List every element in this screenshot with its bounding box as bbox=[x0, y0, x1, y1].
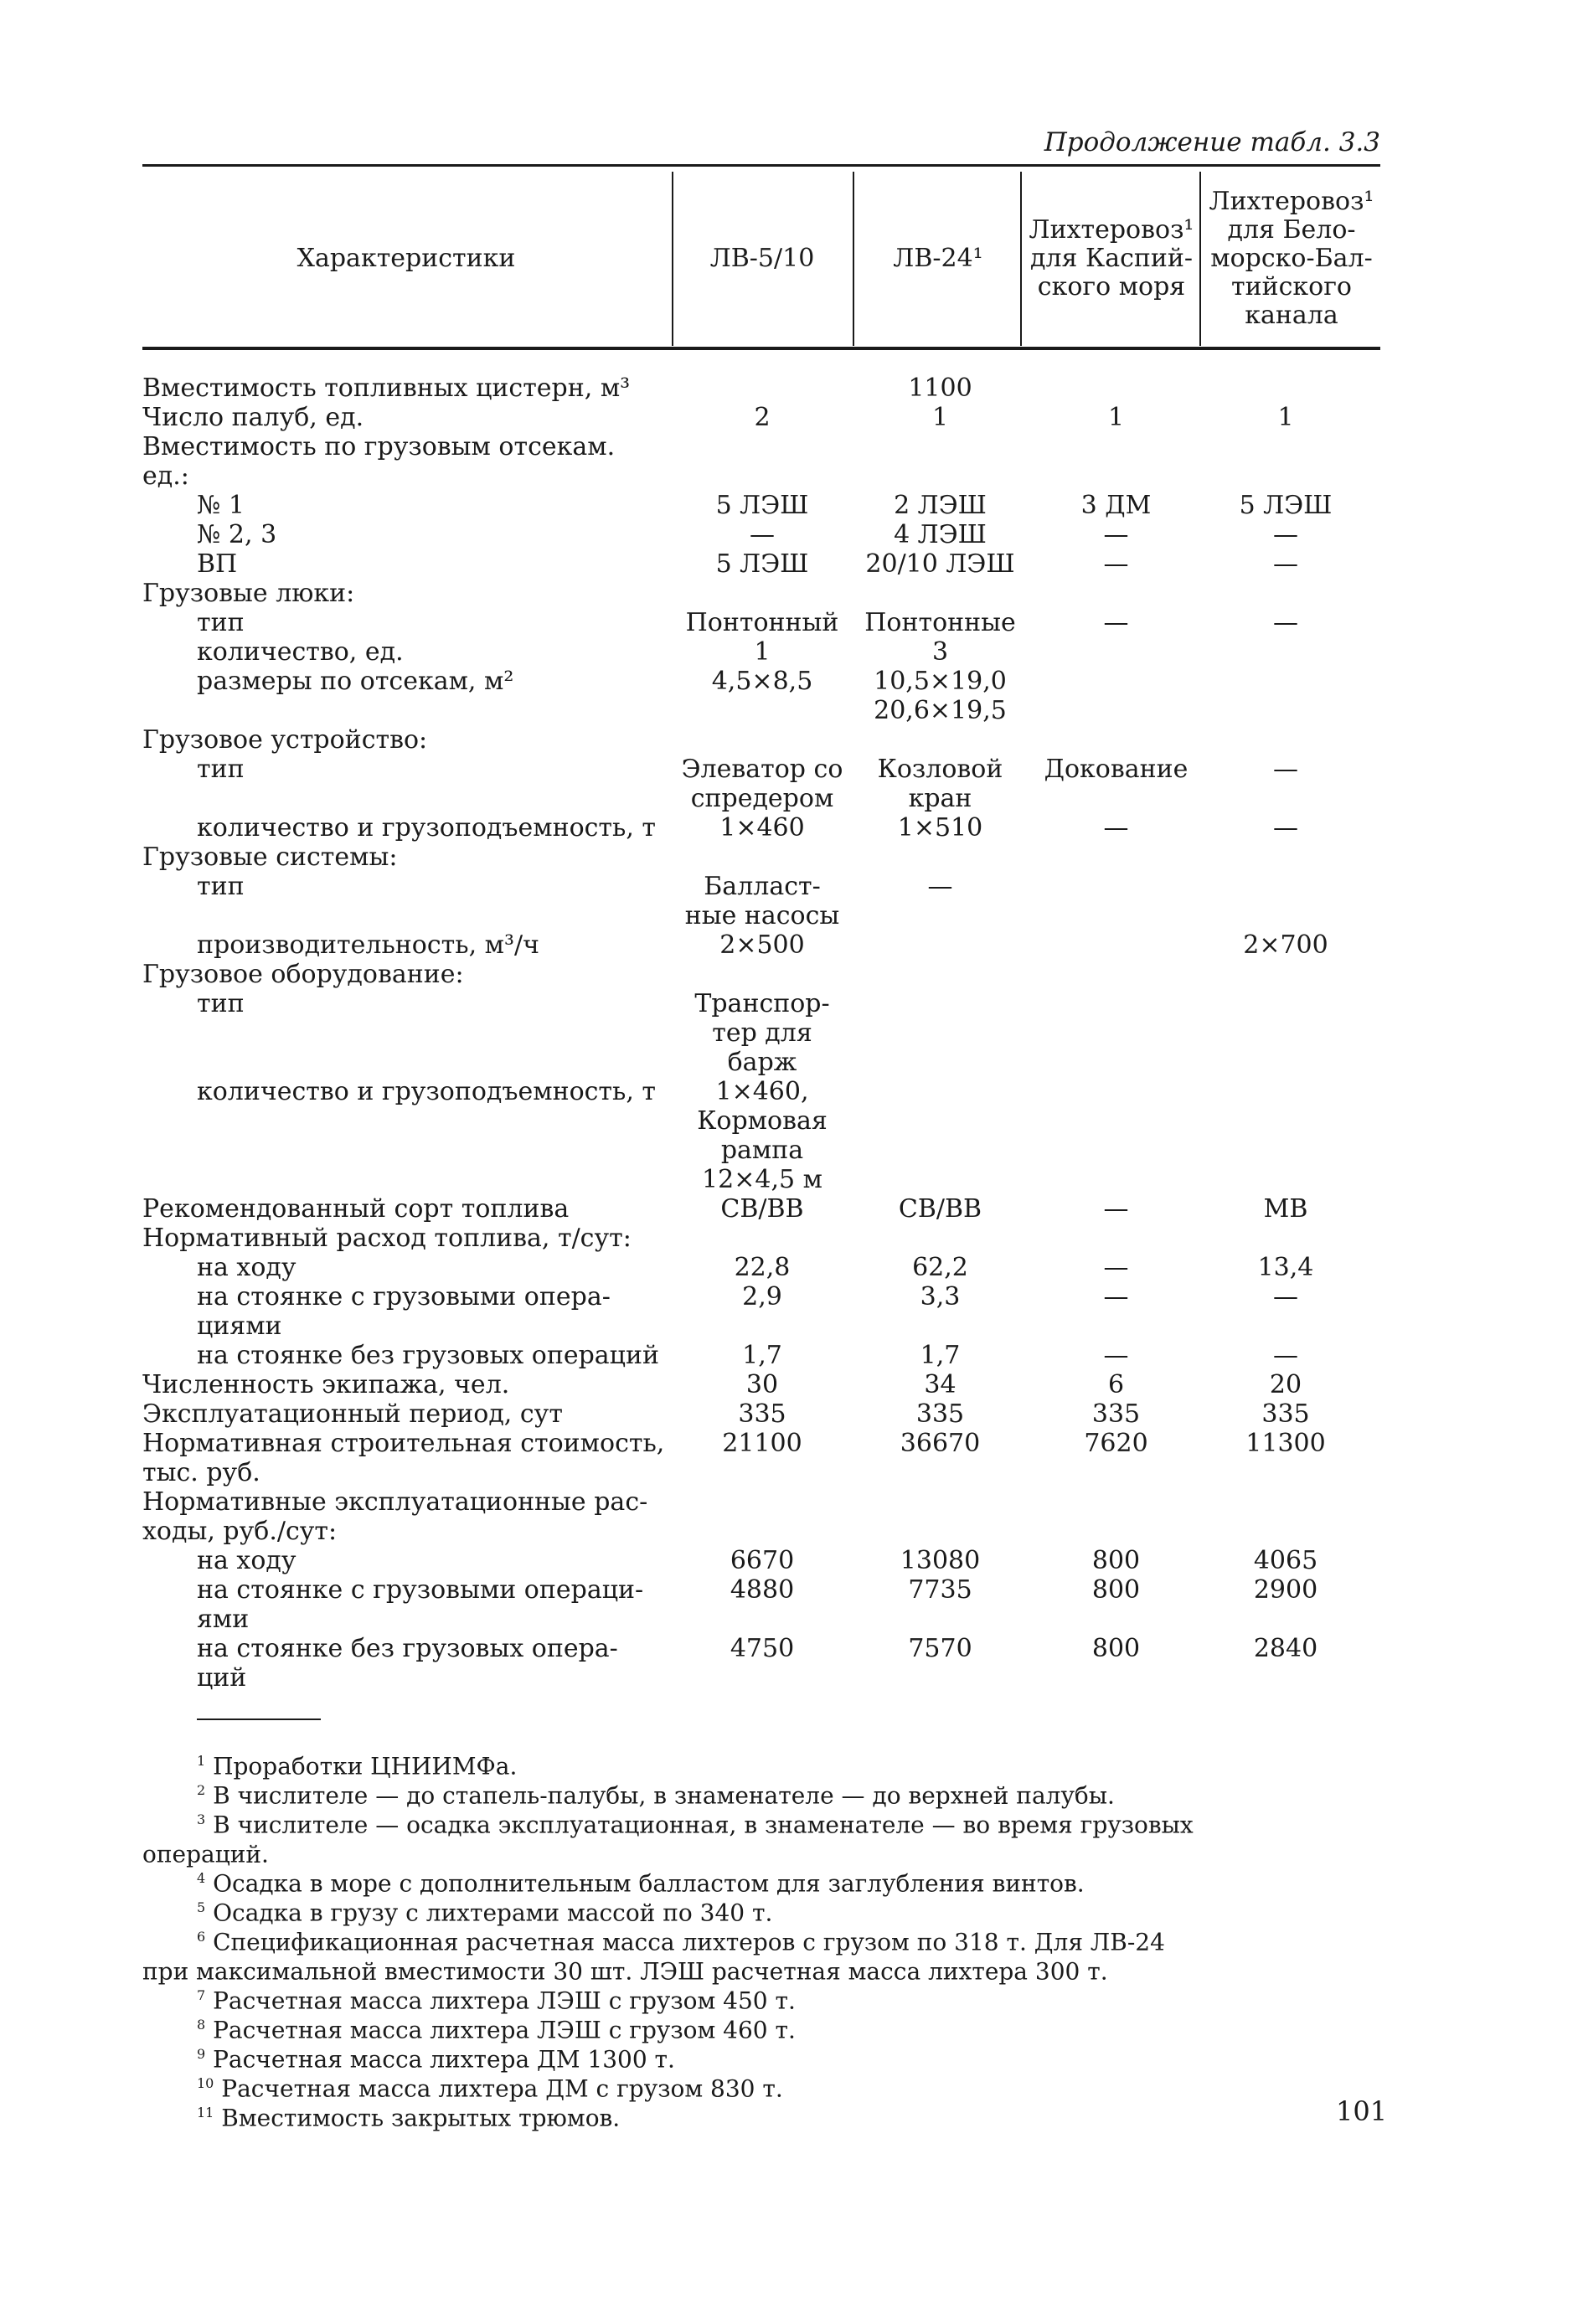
header-bottom-rule bbox=[142, 347, 1380, 350]
footnote-number: 4 bbox=[197, 1870, 206, 1886]
cell-col1: Понтонный bbox=[685, 608, 839, 637]
cell-col1: Транспор- bbox=[694, 989, 830, 1018]
footnote-number: 9 bbox=[197, 2046, 206, 2062]
cell-col4: 2×700 bbox=[1243, 930, 1328, 960]
cell-col2: 335 bbox=[915, 1399, 965, 1429]
cell-col1: барж bbox=[727, 1048, 797, 1077]
cell-col4: 5 ЛЭШ bbox=[1239, 491, 1333, 520]
table-continuation-caption: Продолжение табл. 3.3 bbox=[1044, 127, 1380, 157]
row-label: Нормативные эксплуатационные рас- bbox=[142, 1487, 648, 1517]
cell-col1: — bbox=[750, 520, 775, 549]
row-label: Вместимость по грузовым отсекам. bbox=[142, 432, 616, 461]
header-characteristic bbox=[142, 172, 670, 346]
footnote-text: Осадка в море с дополнительным балластом для заглубления винтов. bbox=[213, 1869, 1085, 1898]
cell-col1: 4,5×8,5 bbox=[711, 667, 813, 696]
row-label: на стоянке без грузовых опера- bbox=[197, 1634, 618, 1663]
header-col3-line: для Каспий- bbox=[1029, 244, 1194, 273]
table-row bbox=[0, 930, 1583, 960]
cell-col2: Козловой bbox=[877, 755, 1003, 784]
cell-col4: — bbox=[1273, 1341, 1298, 1370]
cell-col4: — bbox=[1273, 549, 1298, 579]
cell-col3: 7620 bbox=[1084, 1429, 1148, 1458]
cell-col4: 11300 bbox=[1245, 1429, 1326, 1458]
table-row bbox=[0, 1517, 1583, 1546]
cell-col2: — bbox=[927, 872, 953, 901]
row-label: ций bbox=[197, 1663, 247, 1693]
table-row bbox=[0, 1605, 1583, 1634]
cell-col2: 7735 bbox=[908, 1575, 972, 1605]
cell-col1: 2×500 bbox=[719, 930, 805, 960]
row-label: тип bbox=[197, 608, 245, 637]
cell-col2: 3,3 bbox=[920, 1282, 961, 1311]
footnote-text: Проработки ЦНИИМФа. bbox=[213, 1752, 518, 1780]
cell-col1: 6670 bbox=[730, 1546, 795, 1575]
footnote-number: 10 bbox=[197, 2075, 214, 2091]
header-col4-line: морско-Бал- bbox=[1210, 244, 1373, 273]
footnote-number: 5 bbox=[197, 1899, 206, 1915]
row-label: № 2, 3 bbox=[197, 520, 277, 549]
table-row bbox=[0, 1018, 1583, 1048]
row-label: № 1 bbox=[197, 491, 245, 520]
cell-col3: 335 bbox=[1091, 1399, 1141, 1429]
table-row bbox=[0, 491, 1583, 520]
cell-col2: 1,7 bbox=[920, 1341, 961, 1370]
table-row bbox=[0, 1429, 1583, 1458]
row-label: Нормативный расход топлива, т/сут: bbox=[142, 1224, 632, 1253]
header-col3-line: ского моря bbox=[1037, 272, 1186, 301]
table-row bbox=[0, 520, 1583, 549]
cell-col1: 12×4,5 м bbox=[702, 1165, 822, 1194]
cell-col2: 13080 bbox=[900, 1546, 981, 1575]
cell-col3: — bbox=[1103, 1194, 1129, 1224]
table-row bbox=[0, 755, 1583, 784]
cell-col4: — bbox=[1273, 755, 1298, 784]
cell-col2: 4 ЛЭШ bbox=[894, 520, 987, 549]
footnote-text: В числителе — осадка эксплуатационная, в знаменателе — во время грузовых bbox=[213, 1811, 1194, 1839]
table-row bbox=[0, 1282, 1583, 1311]
table-row bbox=[0, 960, 1583, 989]
row-label: Число палуб, ед. bbox=[142, 403, 364, 432]
table-top-rule bbox=[142, 164, 1380, 167]
row-label: тип bbox=[197, 989, 245, 1018]
cell-col3: — bbox=[1103, 608, 1129, 637]
row-label: Численность экипажа, чел. bbox=[142, 1370, 510, 1399]
table-row bbox=[0, 784, 1583, 813]
cell-col2: 1 bbox=[931, 403, 949, 432]
row-label: Рекомендованный сорт топлива bbox=[142, 1194, 570, 1224]
cell-col4: 335 bbox=[1261, 1399, 1310, 1429]
header-characteristic-text: Характеристики bbox=[296, 244, 516, 273]
footnote-separator bbox=[197, 1719, 321, 1720]
cell-col2: 36670 bbox=[900, 1429, 981, 1458]
header-col3 bbox=[1024, 172, 1199, 346]
table-row bbox=[0, 637, 1583, 667]
cell-col4: — bbox=[1273, 813, 1298, 843]
footnote-number: 3 bbox=[197, 1811, 206, 1827]
row-label: ями bbox=[197, 1605, 250, 1634]
table-row bbox=[0, 1370, 1583, 1399]
table-row bbox=[0, 1253, 1583, 1282]
cell-col2: 2 ЛЭШ bbox=[894, 491, 987, 520]
row-label: Эксплуатационный период, сут bbox=[142, 1399, 563, 1429]
cell-col3: — bbox=[1103, 549, 1129, 579]
cell-col1: 1,7 bbox=[742, 1341, 782, 1370]
cell-col4: 2900 bbox=[1253, 1575, 1318, 1605]
header-divider bbox=[672, 172, 673, 346]
cell-col2: СВ/ВВ bbox=[898, 1194, 982, 1224]
table-row bbox=[0, 1194, 1583, 1224]
row-label: Вместимость топливных цистерн, м³ bbox=[142, 374, 631, 403]
cell-col2: Понтонные bbox=[864, 608, 1016, 637]
header-col4-line: тийского bbox=[1231, 272, 1352, 301]
table-row bbox=[0, 432, 1583, 461]
cell-col3: Докование bbox=[1044, 755, 1189, 784]
table-row bbox=[0, 725, 1583, 755]
footnote-text: Спецификационная расчетная масса лихтеров с грузом по 318 т. Для ЛВ-24 bbox=[213, 1928, 1165, 1956]
row-label: количество и грузоподъемность, т bbox=[197, 813, 657, 843]
header-col4-line: Лихтеровоз¹ bbox=[1209, 187, 1374, 216]
cell-col1: Балласт- bbox=[704, 872, 821, 901]
cell-col2: 1×510 bbox=[897, 813, 983, 843]
footnote-number: 6 bbox=[197, 1929, 206, 1945]
row-label: Грузовое оборудование: bbox=[142, 960, 464, 989]
table-row bbox=[0, 1106, 1583, 1136]
table-row bbox=[0, 1458, 1583, 1487]
cell-col3: — bbox=[1103, 520, 1129, 549]
cell-col4: — bbox=[1273, 520, 1298, 549]
cell-col4: — bbox=[1273, 1282, 1298, 1311]
header-col3-line: Лихтеровоз¹ bbox=[1029, 215, 1194, 245]
header-col4-line: канала bbox=[1245, 301, 1338, 330]
table-row bbox=[0, 667, 1583, 696]
table-row bbox=[0, 461, 1583, 491]
cell-col1: Кормовая bbox=[697, 1106, 828, 1136]
cell-col4: 13,4 bbox=[1257, 1253, 1314, 1282]
cell-col1: 335 bbox=[738, 1399, 786, 1429]
row-label: ед.: bbox=[142, 461, 189, 491]
row-label: Грузовые системы: bbox=[142, 843, 398, 872]
cell-col2: 1100 bbox=[908, 374, 972, 403]
header-divider bbox=[1199, 172, 1201, 346]
footnote-text: Расчетная масса лихтера ЛЭШ с грузом 450 т. bbox=[213, 1986, 796, 2015]
row-label: производительность, м³/ч bbox=[197, 930, 539, 960]
header-divider bbox=[853, 172, 854, 346]
cell-col1: 4750 bbox=[730, 1634, 795, 1663]
cell-col2: 10,5×19,0 bbox=[874, 667, 1007, 696]
cell-col3: 800 bbox=[1091, 1575, 1141, 1605]
cell-col1: Элеватор со bbox=[681, 755, 843, 784]
cell-col4: 1 bbox=[1277, 403, 1294, 432]
table-row bbox=[0, 1634, 1583, 1663]
cell-col2: 3 bbox=[931, 637, 949, 667]
cell-col1: 5 ЛЭШ bbox=[715, 549, 809, 579]
row-label: количество и грузоподъемность, т bbox=[197, 1077, 657, 1106]
cell-col4: — bbox=[1273, 608, 1298, 637]
cell-col1: рампа bbox=[720, 1136, 804, 1165]
footnote-text: Расчетная масса лихтера ЛЭШ с грузом 460 т. bbox=[213, 2016, 796, 2044]
footnote-text: Расчетная масса лихтера ДМ с грузом 830 т. bbox=[221, 2074, 783, 2103]
footnote-text: В числителе — до стапель-палубы, в знаменателе — до верхней палубы. bbox=[213, 1781, 1115, 1810]
table-row bbox=[0, 813, 1583, 843]
cell-col1: 21100 bbox=[722, 1429, 802, 1458]
footnote-number: 2 bbox=[197, 1782, 206, 1798]
cell-col1: 1×460 bbox=[719, 813, 805, 843]
table-row bbox=[0, 1136, 1583, 1165]
cell-col3: — bbox=[1103, 813, 1129, 843]
cell-col1: 1 bbox=[754, 637, 771, 667]
row-label: ВП bbox=[197, 549, 238, 579]
cell-col1: 30 bbox=[745, 1370, 779, 1399]
table-row bbox=[0, 843, 1583, 872]
footnote-number: 8 bbox=[197, 2017, 206, 2033]
header-col2-text: ЛВ-24¹ bbox=[893, 244, 983, 273]
table-row bbox=[0, 696, 1583, 725]
cell-col4: 2840 bbox=[1253, 1634, 1318, 1663]
row-label: на стоянке с грузовыми операци- bbox=[197, 1575, 644, 1605]
footnote-number: 1 bbox=[197, 1753, 206, 1769]
cell-col1: СВ/ВВ bbox=[720, 1194, 804, 1224]
row-label: размеры по отсекам, м² bbox=[197, 667, 514, 696]
row-label: Нормативная строительная стоимость, bbox=[142, 1429, 665, 1458]
header-divider bbox=[1020, 172, 1022, 346]
cell-col1: 2,9 bbox=[742, 1282, 782, 1311]
cell-col3: 800 bbox=[1091, 1634, 1141, 1663]
row-label: на ходу bbox=[197, 1253, 296, 1282]
row-label: количество, ед. bbox=[197, 637, 404, 667]
table-row bbox=[0, 1546, 1583, 1575]
table-row bbox=[0, 1487, 1583, 1517]
header-col1-text: ЛВ-5/10 bbox=[709, 244, 815, 273]
cell-col3: 6 bbox=[1107, 1370, 1125, 1399]
row-label: Грузовое устройство: bbox=[142, 725, 428, 755]
footnote-number: 11 bbox=[197, 2105, 214, 2120]
header-col4-line: для Бело- bbox=[1227, 215, 1356, 245]
cell-col3: 3 ДМ bbox=[1080, 491, 1152, 520]
table-row bbox=[0, 579, 1583, 608]
cell-col1: 1×460, bbox=[715, 1077, 809, 1106]
row-label: на стоянке без грузовых операций bbox=[197, 1341, 659, 1370]
footnote-text: Вместимость закрытых трюмов. bbox=[221, 2104, 621, 2132]
cell-col2: кран bbox=[908, 784, 972, 813]
cell-col3: 1 bbox=[1107, 403, 1125, 432]
header-col1 bbox=[674, 172, 850, 346]
cell-col3: — bbox=[1103, 1282, 1129, 1311]
footnote-text: Осадка в грузу с лихтерами массой по 340 т. bbox=[213, 1899, 773, 1927]
table-row bbox=[0, 374, 1583, 403]
cell-col2: 62,2 bbox=[912, 1253, 968, 1282]
cell-col3: 800 bbox=[1091, 1546, 1141, 1575]
cell-col3: — bbox=[1103, 1253, 1129, 1282]
table-row bbox=[0, 1048, 1583, 1077]
table-row bbox=[0, 403, 1583, 432]
cell-col1: тер для bbox=[712, 1018, 812, 1048]
cell-col1: 2 bbox=[754, 403, 771, 432]
header-col2 bbox=[854, 172, 1022, 346]
footnote-text: при максимальной вместимости 30 шт. ЛЭШ расчетная масса лихтера 300 т. bbox=[142, 1957, 1108, 1986]
row-label: Грузовые люки: bbox=[142, 579, 355, 608]
row-label: циями bbox=[197, 1311, 282, 1341]
cell-col1: ные насосы bbox=[684, 901, 840, 930]
table-row bbox=[0, 1224, 1583, 1253]
table-row bbox=[0, 608, 1583, 637]
footnote-text: Расчетная масса лихтера ДМ 1300 т. bbox=[213, 2045, 675, 2074]
cell-col2: 7570 bbox=[908, 1634, 972, 1663]
footnote-number: 7 bbox=[197, 1987, 206, 2003]
cell-col1: 5 ЛЭШ bbox=[715, 491, 809, 520]
cell-col4: 4065 bbox=[1253, 1546, 1318, 1575]
table-row bbox=[0, 901, 1583, 930]
cell-col4: 20 bbox=[1269, 1370, 1302, 1399]
header-col4 bbox=[1203, 172, 1380, 346]
table-row bbox=[0, 989, 1583, 1018]
row-label: на стоянке с грузовыми опера- bbox=[197, 1282, 611, 1311]
footnote-text: операций. bbox=[142, 1840, 269, 1868]
table-row bbox=[0, 1165, 1583, 1194]
row-label: тыс. руб. bbox=[142, 1458, 260, 1487]
table-row bbox=[0, 1341, 1583, 1370]
cell-col1: 22,8 bbox=[734, 1253, 791, 1282]
cell-col2: 20,6×19,5 bbox=[874, 696, 1007, 725]
cell-col1: спредером bbox=[690, 784, 834, 813]
cell-col3: — bbox=[1103, 1341, 1129, 1370]
cell-col2: 34 bbox=[924, 1370, 957, 1399]
cell-col4: МВ bbox=[1263, 1194, 1308, 1224]
cell-col1: 4880 bbox=[730, 1575, 795, 1605]
row-label: тип bbox=[197, 755, 245, 784]
table-row bbox=[0, 872, 1583, 901]
page-number: 101 bbox=[1336, 2095, 1388, 2127]
footnote bbox=[142, 2098, 1380, 2132]
table-row bbox=[0, 549, 1583, 579]
table-row bbox=[0, 1077, 1583, 1106]
row-label: на ходу bbox=[197, 1546, 296, 1575]
table-row bbox=[0, 1663, 1583, 1693]
row-label: тип bbox=[197, 872, 245, 901]
cell-col2: 20/10 ЛЭШ bbox=[865, 549, 1015, 579]
table-row bbox=[0, 1575, 1583, 1605]
row-label: ходы, руб./сут: bbox=[142, 1517, 338, 1546]
table-row bbox=[0, 1311, 1583, 1341]
table-row bbox=[0, 1399, 1583, 1429]
